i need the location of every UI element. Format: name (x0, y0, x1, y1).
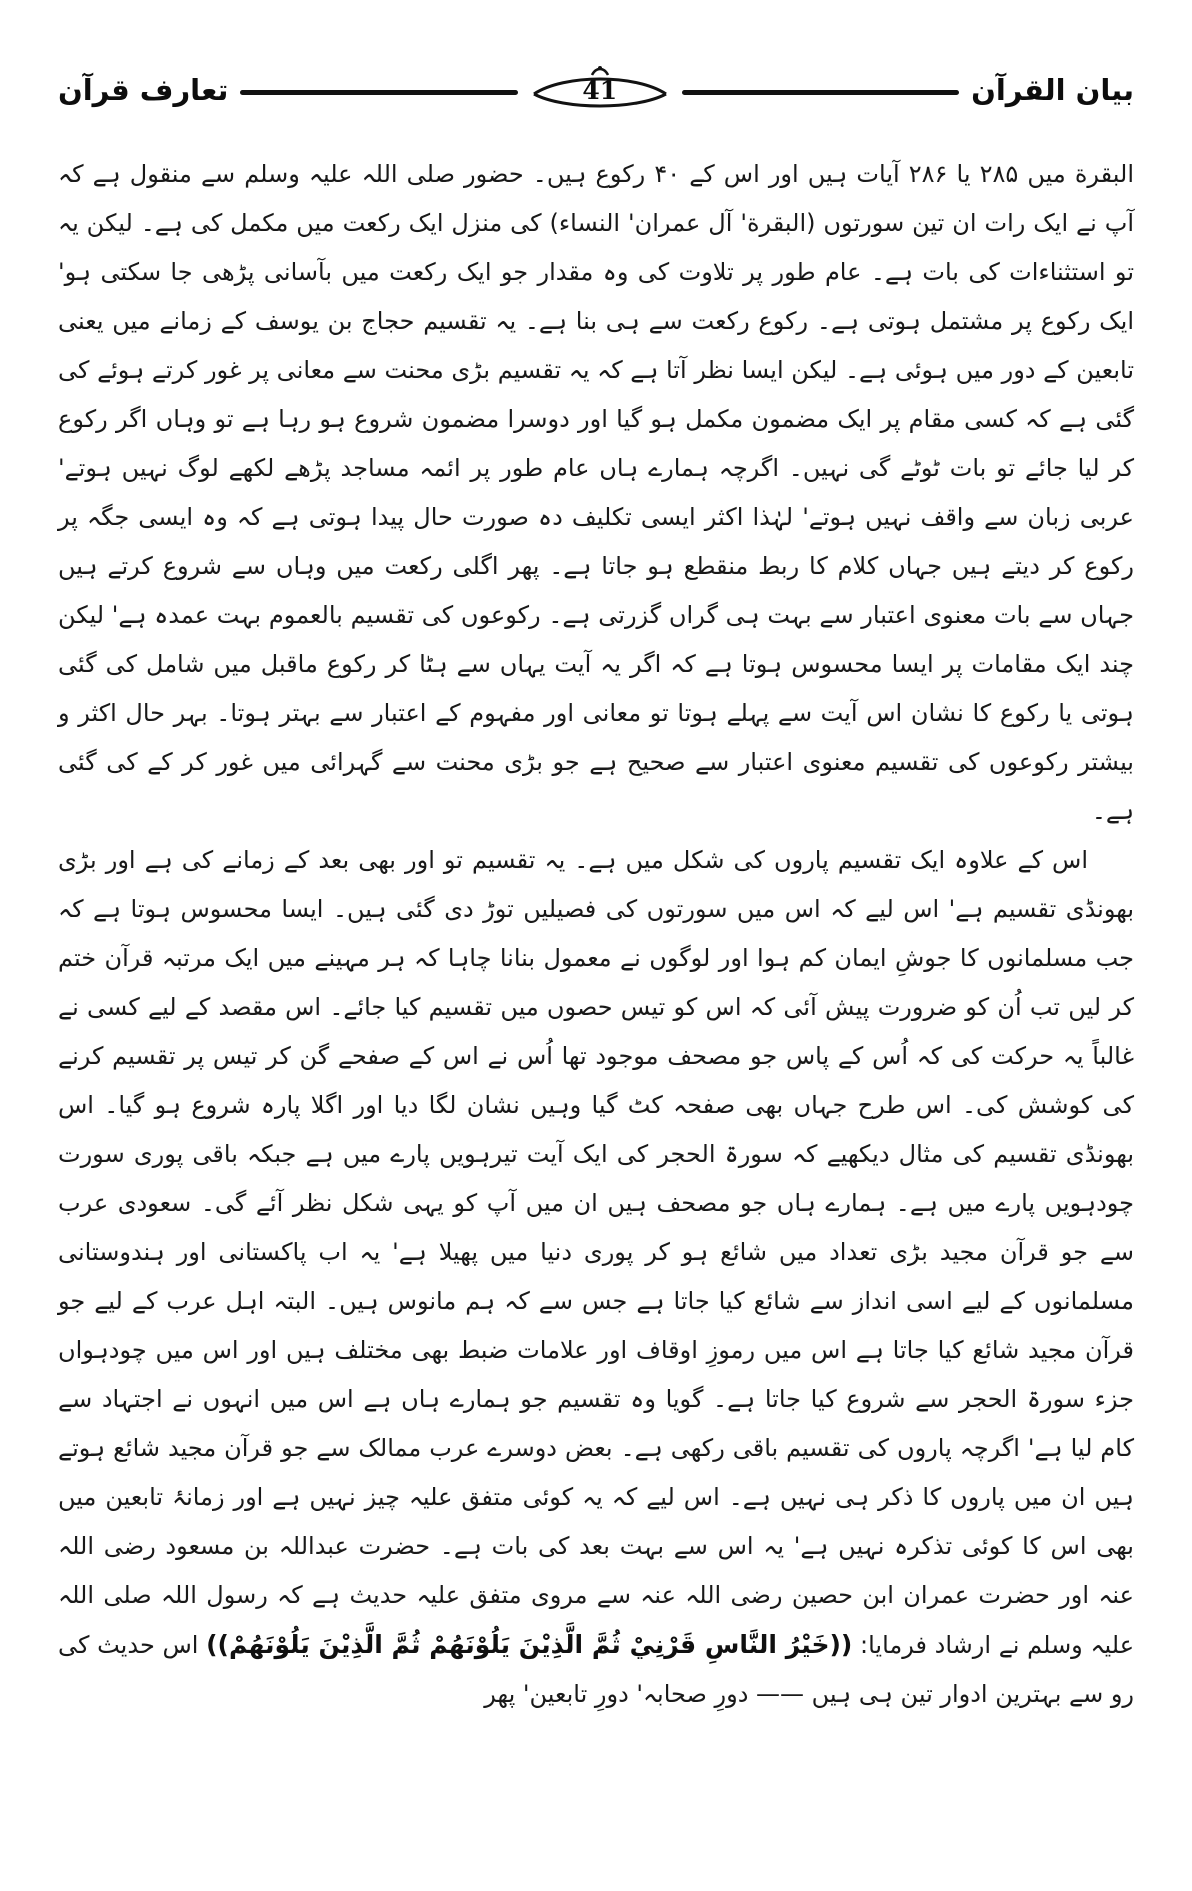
page-number-ornament (530, 64, 670, 116)
section-title: تعارف قرآن (57, 72, 229, 107)
paragraph-paras (58, 836, 1134, 1719)
header-rule-left (240, 90, 517, 95)
page-number: 41 (582, 76, 618, 105)
book-title: بیان القرآن (971, 72, 1134, 107)
header-rule-right (682, 90, 959, 95)
paragraph-text-after-hadith: اس حدیث کی رو سے بہترین ادوار تین ہی ہیں —— دورِ صحابہ' دورِ تابعین' پھر (58, 1631, 1134, 1708)
page-header (58, 64, 1134, 116)
hadith-arabic-text: ((خَيْرُ النَّاسِ قَرْنِيْ ثُمَّ الَّذِيْنَ يَلُوْنَهُمْ ثُمَّ الَّذِيْنَ يَلُوْنَهُمْ)) (206, 1630, 853, 1659)
page-body (58, 150, 1134, 1719)
paragraph-text-before-hadith: اس کے علاوہ ایک تقسیم پاروں کی شکل میں ہے۔ یہ تقسیم تو اور بھی بعد کے زمانے کی ہے اور بڑی بھونڈی تقسیم ہے' اس لیے کہ اس میں سورتوں کی فصیلیں توڑ دی گئی ہیں۔ ایسا محسوس ہوتا ہے کہ جب مسلمانوں کا جوشِ ایمان کم ہوا اور لوگوں نے معمول بنانا چاہا کہ ہر مہینے میں ایک مرتبہ قرآن ختم کر لیں تب اُن کو ضرورت پیش آئی کہ اس کو تیس حصوں میں تقسیم کیا جائے۔ اس مقصد کے لیے کسی نے غالباً یہ حرکت کی کہ اُس کے پاس جو مصحف موجود تھا اُس نے اس کے صفحے گن کر تیس پر تقسیم کرنے کی کوشش کی۔ اس طرح جہاں بھی صفحہ کٹ گیا وہیں نشان لگا دیا اور اگلا پارہ شروع ہو گیا۔ اس بھونڈی تقسیم کی مثال دیکھیے کہ سورۃ الحجر کی ایک آیت تیرہویں پارے میں ہے جبکہ باقی پوری سورت چودہویں پارے میں ہے۔ ہمارے ہاں جو مصحف ہیں ان میں آپ کو یہی شکل نظر آئے گی۔ سعودی عرب سے جو قرآن مجید بڑی تعداد میں شائع ہو کر پوری دنیا میں پھیلا ہے' یہ اب پاکستانی اور ہندوستانی مسلمانوں کے لیے اسی انداز سے شائع کیا جاتا ہے جس سے کہ ہم مانوس ہیں۔ البتہ اہل عرب کے لیے جو قرآن مجید شائع کیا جاتا ہے اس میں رموزِ اوقاف اور علامات ضبط بھی مختلف ہیں اور اس میں چودہواں جزء سورۃ الحجر سے شروع کیا جاتا ہے۔ گویا وہ تقسیم جو ہمارے ہاں ہے اس میں انہوں نے اجتہاد سے کام لیا ہے' اگرچہ پاروں کی تقسیم باقی رکھی ہے۔ بعض دوسرے عرب ممالک سے جو قرآن مجید شائع ہوتے ہیں ان میں پاروں کا ذکر ہی نہیں ہے۔ اس لیے کہ یہ کوئی متفق علیہ چیز نہیں ہے اور زمانۂ تابعین میں بھی اس کا کوئی تذکرہ نہیں ہے' یہ اس سے بہت بعد کی بات ہے۔ حضرت عبداللہ بن مسعود رضی اللہ عنہ اور حضرت عمران ابن حصین رضی اللہ عنہ سے مروی متفق علیہ حدیث ہے کہ رسول اللہ صلی اللہ علیہ وسلم نے ارشاد فرمایا: (58, 846, 1135, 1659)
paragraph-rukus: البقرة میں ۲۸۵ یا ۲۸۶ آیات ہیں اور اس کے ۴۰ رکوع ہیں۔ حضور صلی اللہ علیہ وسلم سے منقول ہے کہ آپ نے ایک رات ان تین سورتوں (البقرة' آل عمران' النساء) کی منزل ایک رکعت میں مکمل کی ہے۔ لیکن یہ تو استثناءات کی بات ہے۔ عام طور پر تلاوت کی وہ مقدار جو ایک رکعت میں بآسانی پڑھی جا سکتی ہو' ایک رکوع پر مشتمل ہوتی ہے۔ رکوع رکعت سے ہی بنا ہے۔ یہ تقسیم حجاج بن یوسف کے زمانے میں یعنی تابعین کے دور میں ہوئی ہے۔ لیکن ایسا نظر آتا ہے کہ یہ تقسیم بڑی محنت سے معانی پر غور کرتے ہوئے کی گئی ہے کہ کسی مقام پر ایک مضمون مکمل ہو گیا اور دوسرا مضمون شروع ہو رہا ہے تو وہاں اگر رکوع کر لیا جائے تو بات ٹوٹے گی نہیں۔ اگرچہ ہمارے ہاں عام طور پر ائمہ مساجد پڑھے لکھے لوگ نہیں ہوتے' عربی زبان سے واقف نہیں ہوتے' لہٰذا اکثر ایسی تکلیف دہ صورت حال پیدا ہوتی ہے کہ وہ ایسی جگہ پر رکوع کر دیتے ہیں جہاں کلام کا ربط منقطع ہو جاتا ہے۔ پھر اگلی رکعت میں وہاں سے شروع کرتے ہیں جہاں سے بات معنوی اعتبار سے بہت ہی گراں گزرتی ہے۔ رکوعوں کی تقسیم بالعموم بہت عمدہ ہے' لیکن چند ایک مقامات پر ایسا محسوس ہوتا ہے کہ اگر یہ آیت یہاں سے ہٹا کر رکوع ماقبل میں شامل کی گئی ہوتی یا رکوع کا نشان اس آیت سے پہلے ہوتا تو معانی اور مفہوم کے اعتبار سے بہتر ہوتا۔ بہر حال اکثر و بیشتر رکوعوں کی تقسیم معنوی اعتبار سے صحیح ہے جو بڑی محنت سے گہرائی میں غور کر کے کی گئی ہے۔ (58, 160, 1135, 825)
